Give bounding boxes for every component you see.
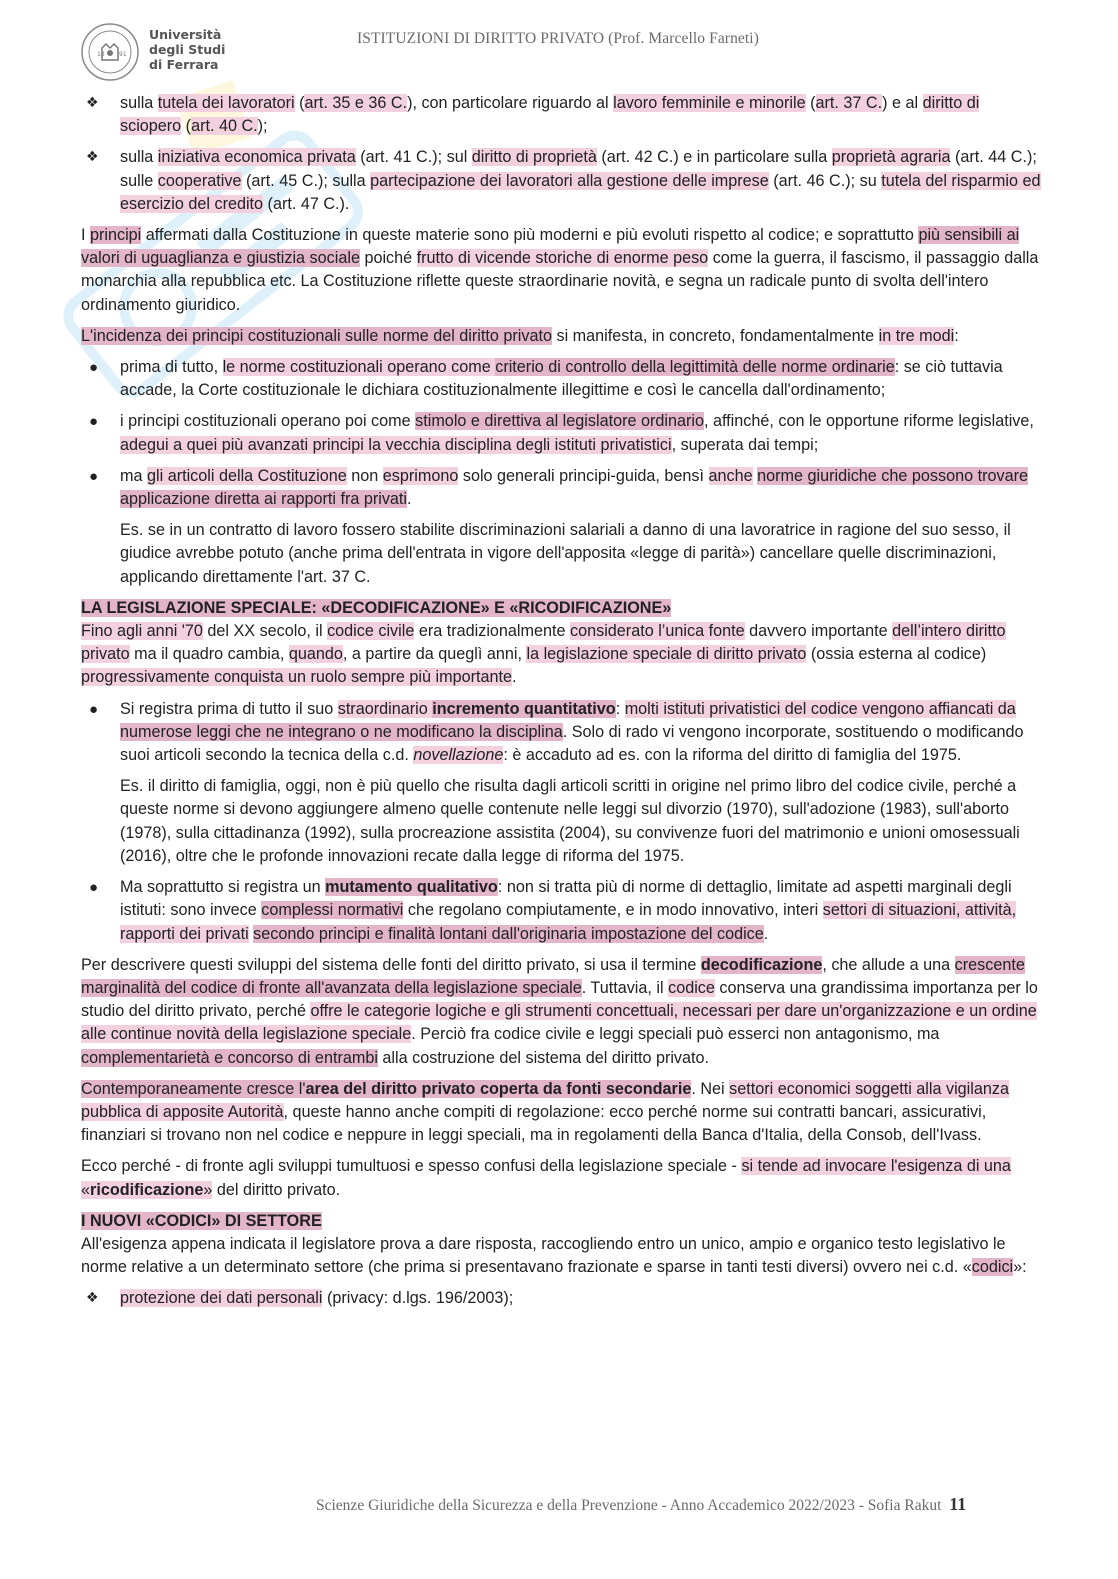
university-name <box>149 27 225 72</box>
university-seal-logo <box>80 22 140 82</box>
list-item-text: i principi costituzionali operano poi come stimolo e direttiva al legislatore ordinario, affinché, con le opportune riforme legislative, adegui a quei più avanzati principi la vecchia disciplina degli istituti privatistici, superata dai tempi; <box>120 412 1034 454</box>
page-number: 11 <box>949 1494 967 1514</box>
section-heading: I NUOVI «CODICI» DI SETTORE <box>81 1211 322 1230</box>
list-item-text: ma gli articoli della Costituzione non esprimono solo generali principi-guida, bensì anche norme giuridiche che possono trovare applicazione diretta ai rapporti fra privati. <box>120 466 1028 509</box>
paragraph: Ecco perché - di fronte agli sviluppi tumultuosi e spesso confusi della legislazione speciale - si tende ad invocare l'esigenza di una «ricodificazione» del diritto privato. <box>81 1157 1011 1199</box>
list-item-text: Si registra prima di tutto il suo straordinario incremento quantitativo: molti istituti privatistici del codice vengono affiancati da numerose leggi che ne integrano o ne modificano la disciplina. Solo di rado vi vengono incorporate, sostituendo o modificando suoi articoli secondo la tecnica della c.d. novellazione: è accaduto ad es. con la riforma del diritto di famiglia del 1975. <box>120 699 1024 765</box>
diamond-bullet-icon: ❖ <box>86 1290 99 1307</box>
list-item <box>81 146 1041 216</box>
list-item-text: sulla tutela dei lavoratori (art. 35 e 36 C.), con particolare riguardo al lavoro femminile e minorile (art. 37 C.) e al diritto di sciopero (art. 40 C.); <box>120 94 980 136</box>
list-item <box>81 1287 1041 1310</box>
list-item-text: Ma soprattutto si registra un mutamento qualitativo: non si tratta più di norme di dettaglio, limitate ad aspetti marginali degli istituti: sono invece complessi normativi che regolano compiutamente, e in modo innovativo, interi settori di situazioni, attività, rapporti dei privati secondo principi e finalità lontani dall'originaria impostazione del codice. <box>120 878 1017 943</box>
diamond-bullet-icon: ❖ <box>86 149 99 166</box>
paragraph: Fino agli anni '70 del XX secolo, il codice civile era tradizionalmente considerato l’unica fonte davvero importante dell’intero diritto privato ma il quadro cambia, quando, a partire da queglì anni, la legislazione speciale di diritto privato (ossia esterna al codice) progressivamente conquista un ruolo sempre più importante. <box>81 622 1006 687</box>
page-content <box>81 92 1041 1319</box>
bullet-dot-icon: ● <box>89 879 99 897</box>
section-heading: LA LEGISLAZIONE SPECIALE: «DECODIFICAZIONE» E «RICODIFICAZIONE» <box>81 598 672 617</box>
list-item-text: protezione dei dati personali (privacy: d.lgs. 196/2003); <box>120 1289 514 1308</box>
bullet-dot-icon: ● <box>89 359 99 377</box>
paragraph: I principi affermati dalla Costituzione in queste materie sono più moderni e più evoluti rispetto al codice; e soprattutto più sensibili ai valori di uguaglianza e giustizia sociale poiché frutto di vicende storiche di enorme peso come la guerra, il fascismo, il passaggio dalla monarchia alla repubblica etc. La Costituzione riflette queste straordinarie novità, e segna un radicale punto di svolta dell'intero ordinamento giuridico. <box>81 226 1039 314</box>
course-title: ISTITUZIONI DI DIRITTO PRIVATO (Prof. Marcello Farneti) <box>357 30 759 47</box>
paragraph: Per descrivere questi sviluppi del sistema delle fonti del diritto privato, si usa il termine decodificazione, che allude a una crescente marginalità del codice di fronte all'avanzata della legislazione speciale. Tuttavia, il codice conserva una grandissima importanza per lo studio del diritto privato, perché offre le categorie logiche e gli strumenti concettuali, necessari per dare un'organizzazione e un ordine alle continue novità della legislazione speciale. Perciò fra codice civile e leggi speciali può esserci non antagonismo, ma complementarietà e concorso di entrambi alla costruzione del sistema del diritto privato. <box>81 955 1038 1067</box>
footer-text: Scienze Giuridiche della Sicurezza e della Prevenzione - Anno Accademico 2022/2023 - Sofia Rakut <box>316 1497 942 1514</box>
bullet-dot-icon: ● <box>89 413 99 431</box>
list-item <box>81 92 1041 138</box>
university-name-line: degli Studi <box>149 42 226 57</box>
page-footer <box>316 1494 966 1515</box>
bullet-dot-icon: ● <box>89 467 99 485</box>
example-paragraph: Es. il diritto di famiglia, oggi, non è più quello che risulta dagli articoli scritti in origine nel primo libro del codice civile, perché a queste norme si devono aggiungere almeno quelle contenute nelle leggi sul divorzio (1970), sull'adozione (1983), sull'aborto (1978), sulla cittadinanza (1992), sulla procreazione assistita (2004), su convivenze fuori del matrimonio e unioni omosessuali (2016), oltre che le profonde innovazioni recate dalla legge di riforma del 1975. <box>120 777 1020 865</box>
list-item <box>81 356 1041 402</box>
list-item <box>81 876 1041 946</box>
page-header <box>0 0 1118 70</box>
diamond-bullet-icon: ❖ <box>86 95 99 111</box>
list-item <box>81 410 1041 456</box>
paragraph: All'esigenza appena indicata il legislatore prova a dare risposta, raccogliendo entro un unico, ampio e organico testo legislativo le norme relative a un determinato settore (che prima si presentavano frazionate e sparse in tanti testi diversi) ovvero nei c.d. «codici»: <box>81 1234 1027 1277</box>
svg-text:91: 91 <box>119 51 127 58</box>
bullet-dot-icon: ● <box>89 700 99 718</box>
list-item-text: prima di tutto, le norme costituzionali operano come criterio di controllo della legittimità delle norme ordinarie: se ciò tuttavia accade, la Corte costituzionale le dichiara costituzionalmente illegittime e così le cancella dall'ordinamento; <box>120 358 1003 400</box>
svg-text:13: 13 <box>97 51 105 58</box>
list-item-text: sulla iniziativa economica privata (art. 41 C.); sul diritto di proprietà (art. 42 C.) e in particolare sulla proprietà agraria (art. 44 C.); sulle cooperative (art. 45 C.); sulla partecipazione dei lavoratori alla gestione delle imprese (art. 46 C.); su tutela del risparmio ed esercizio del credito (art. 47 C.). <box>120 148 1041 213</box>
list-item <box>81 465 1041 511</box>
paragraph: Contemporaneamente cresce l'area del diritto privato coperta da fonti secondarie. Nei settori economici soggetti alla vigilanza pubblica di apposite Autorità, queste hanno anche compiti di regolazione: ecco perché norme sui contratti bancari, assicurativi, finanziari si trovano non nel codice e neppure in leggi speciali, ma in regolamenti della Banca d'Italia, della Consob, dell'Ivass. <box>81 1079 1009 1145</box>
example-paragraph: Es. se in un contratto di lavoro fossero stabilite discriminazioni salariali a danno di una lavoratrice in ragione del suo sesso, il giudice avrebbe potuto (anche prima dell'entrata in vigore dell'apposita «legge di parità») cancellare quelle discriminazioni, applicando direttamente l'art. 37 C. <box>120 521 1011 586</box>
list-item <box>81 698 1041 768</box>
paragraph: L'incidenza dei principi costituzionali sulle norme del diritto privato si manifesta, in concreto, fondamentalmente in tre modi: <box>81 326 959 345</box>
university-name-line: di Ferrara <box>149 57 219 72</box>
university-name-line: Università <box>149 27 222 42</box>
